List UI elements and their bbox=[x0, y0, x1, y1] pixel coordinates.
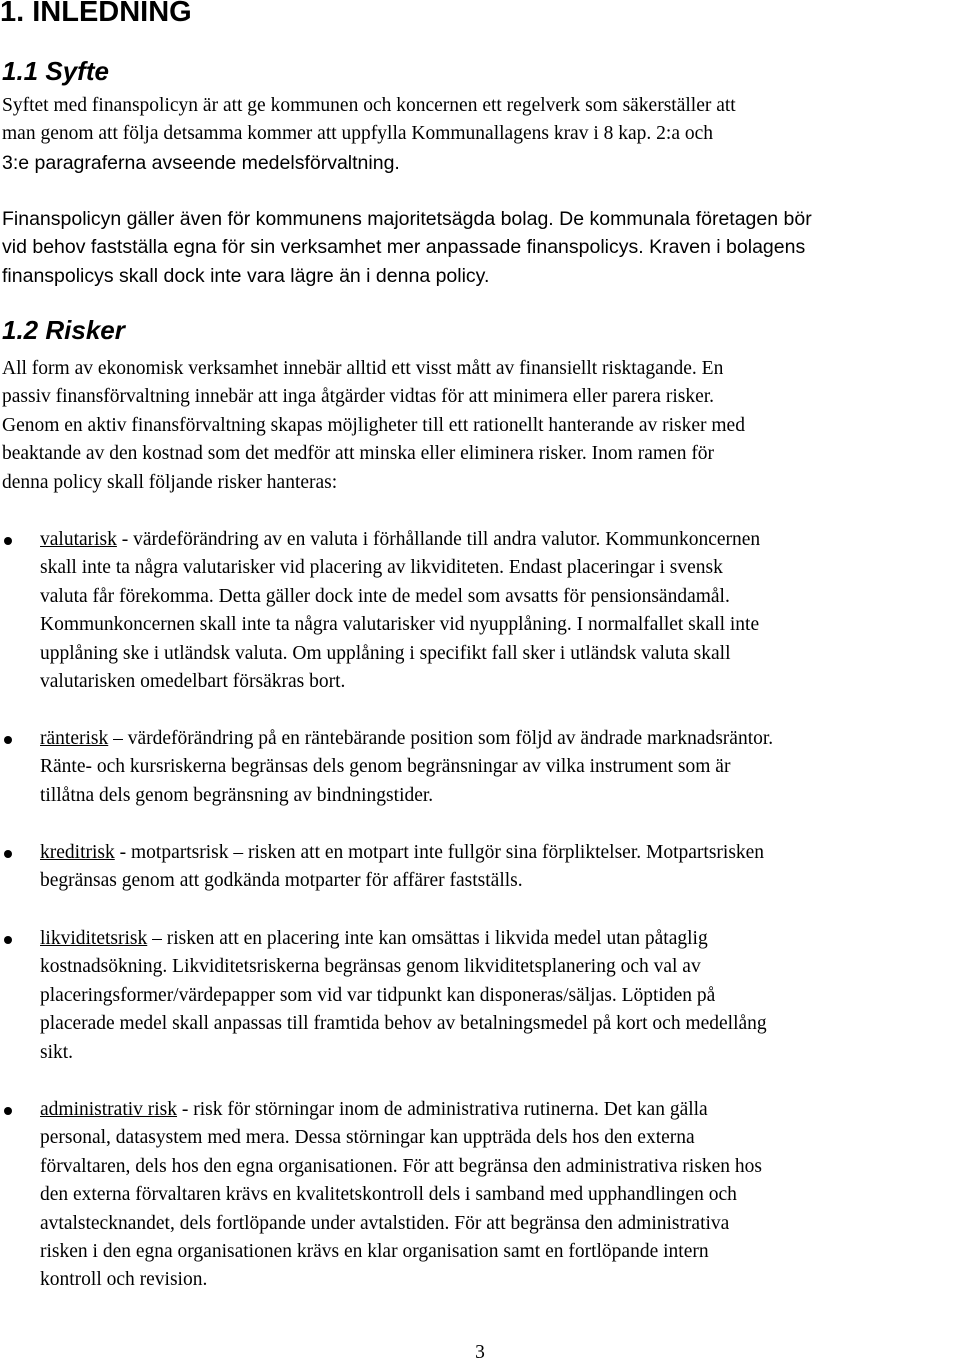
text-line: - motpartsrisk – risken att en motpart inte fullgör sina förpliktelser. Motpartsrisken bbox=[114, 842, 765, 863]
bullet-icon bbox=[4, 736, 12, 744]
text-line: den externa förvaltaren krävs en kvalitetskontroll dels i samband med upphandlingen och bbox=[40, 1184, 737, 1206]
text-line: passiv finansförvaltning innebär att inga åtgärder vidtas för att minimera eller parera risker. bbox=[2, 386, 715, 408]
text-line: Finanspolicyn gäller även för kommunens majoritetsägda bolag. De kommunala företagen bör bbox=[2, 208, 812, 230]
text-line: Genom en aktiv finansförvaltning skapas möjligheter till ett rationellt hanterande av risker med bbox=[2, 414, 745, 436]
list-item-text bbox=[40, 925, 960, 1067]
text-line: Kommunkoncernen skall inte ta några valutarisker vid nyupplåning. I normalfallet skall inte bbox=[40, 614, 760, 636]
text-line: valuta får förekomma. Detta gäller dock inte de medel som avsatts för pensionsändamål. bbox=[40, 585, 730, 607]
text-line: placerade medel skall anpassas till framtida behov av betalningsmedel på kort och medellång bbox=[40, 1013, 767, 1035]
text-line: All form av ekonomisk verksamhet innebär alltid ett visst mått av finansiellt risktagande. En bbox=[2, 358, 724, 379]
text-line: man genom att följa detsamma kommer att uppfylla Kommunallagens krav i 8 kap. 2:a och bbox=[2, 123, 714, 145]
text-line: placeringsformer/värdepapper som vid var tidpunkt kan disponeras/säljas. Löptiden på bbox=[40, 984, 716, 1006]
risker-intro-paragraph bbox=[2, 355, 957, 497]
risk-term: administrativ risk bbox=[40, 1099, 178, 1120]
page-number: 3 bbox=[475, 1342, 485, 1363]
text-line: - risk för störningar inom de administrativa rutinerna. Det kan gälla bbox=[177, 1099, 708, 1120]
text-line: vid behov fastställa egna för sin verksamhet mer anpassade finanspolicys. Kraven i bolagens bbox=[2, 236, 806, 259]
list-item-text bbox=[40, 526, 960, 696]
list-item-text bbox=[40, 839, 960, 896]
text-line: - värdeförändring av en valuta i förhållande till andra valutor. Kommunkoncernen bbox=[116, 529, 761, 550]
text-line: beaktande av den kostnad som det medför att minska eller eliminera risker. Inom ramen för bbox=[2, 443, 715, 465]
text-line: skall inte ta några valutarisker vid placering av likviditeten. Endast placeringar i svensk bbox=[40, 557, 723, 579]
section-heading-syfte: 1.1 Syfte bbox=[2, 56, 109, 86]
bullet-icon bbox=[4, 850, 12, 858]
text-line: förvaltaren, dels hos den egna organisationen. För att begränsa den administrativa risken hos bbox=[40, 1155, 763, 1177]
text-line: avtalstecknandet, dels fortlöpande under avtalstiden. För att begränsa den administrativa bbox=[40, 1212, 730, 1234]
list-item-text bbox=[40, 1096, 960, 1295]
syfte-paragraph-1 bbox=[2, 92, 957, 177]
text-line: – risken att en placering inte kan omsättas i likvida medel utan påtaglig bbox=[147, 928, 708, 949]
text-line: Syftet med finanspolicyn är att ge kommunen och koncernen ett regelverk som säkerställer att bbox=[2, 95, 736, 116]
syfte-paragraph-2 bbox=[2, 205, 957, 290]
text-line: denna policy skall följande risker hanteras: bbox=[2, 471, 338, 493]
bullet-icon bbox=[4, 537, 12, 545]
chapter-title: 1. INLEDNING bbox=[0, 0, 192, 28]
text-line: finanspolicys skall dock inte vara lägre än i denna policy. bbox=[2, 264, 490, 287]
list-item-text bbox=[40, 725, 960, 810]
risk-term: likviditetsrisk bbox=[40, 928, 148, 949]
text-line: Ränte- och kursriskerna begränsas dels genom begränsningar av vilka instrument som är bbox=[40, 756, 731, 778]
text-line: kostnadsökning. Likviditetsriskerna begränsas genom likviditetsplanering och val av bbox=[40, 956, 701, 978]
text-line: begränsas genom att godkända motparter för affärer fastställs. bbox=[40, 870, 523, 892]
bullet-icon bbox=[4, 1107, 12, 1115]
text-line: 3:e paragraferna avseende medelsförvaltning. bbox=[2, 151, 400, 174]
text-line: tillåtna dels genom begränsning av bindningstider. bbox=[40, 784, 434, 806]
text-line: – värdeförändring på en räntebärande position som följd av ändrade marknadsräntor. bbox=[108, 728, 774, 749]
bullet-icon bbox=[4, 936, 12, 944]
section-heading-risker: 1.2 Risker bbox=[2, 315, 125, 345]
text-line: sikt. bbox=[40, 1041, 74, 1063]
risk-term: ränterisk bbox=[40, 728, 109, 749]
text-line: risken i den egna organisationen krävs en klar organisation samt en fortlöpande intern bbox=[40, 1241, 709, 1263]
text-line: personal, datasystem med mera. Dessa störningar kan uppträda dels hos den externa bbox=[40, 1127, 695, 1149]
text-line: kontroll och revision. bbox=[40, 1269, 208, 1291]
risk-term: kreditrisk bbox=[40, 842, 115, 863]
text-line: upplåning ske i utländsk valuta. Om upplåning i specifikt fall sker i utländsk valuta skall bbox=[40, 642, 731, 664]
risk-term: valutarisk bbox=[40, 529, 117, 550]
text-line: valutarisken omedelbart försäkras bort. bbox=[40, 671, 346, 693]
